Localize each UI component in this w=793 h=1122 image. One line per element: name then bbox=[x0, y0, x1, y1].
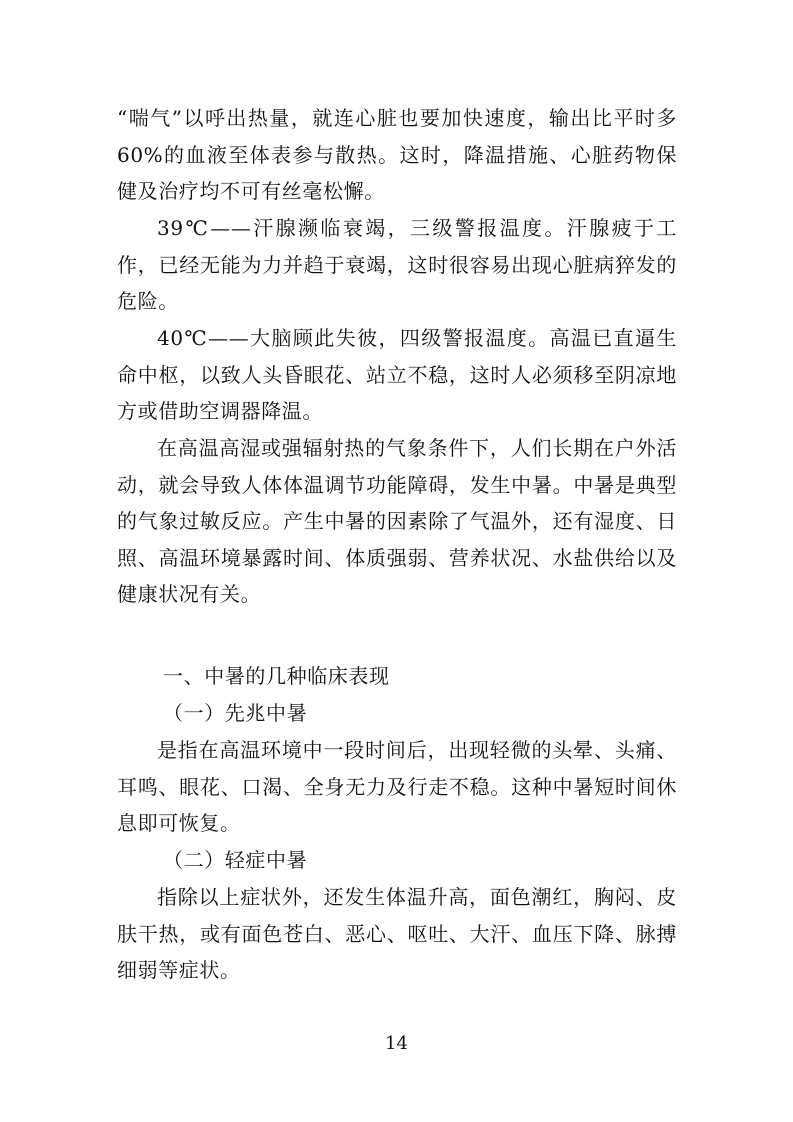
subsection-heading-2: （二）轻症中暑 bbox=[163, 848, 308, 872]
page-number: 14 bbox=[385, 1033, 408, 1054]
paragraph-40-degrees: 40℃——大脑顾此失彼，四级警报温度。高温已直逼生命中枢，以致人头昏眼花、站立不稳，这时人必须移至阴凉地方或借助空调器降温。 bbox=[117, 326, 677, 423]
paragraph-continuation: “喘气”以呼出热量，就连心脏也要加快速度，输出比平时多 60%的血液至体表参与散热。这时，降温措施、心脏药物保健及治疗均不可有丝毫松懈。 bbox=[117, 106, 677, 203]
paragraph-heatstroke-intro: 在高温高湿或强辐射热的气象条件下，人们长期在户外活动，就会导致人体体温调节功能障碍，发生中暑。中暑是典型的气象过敏反应。产生中暑的因素除了气温外，还有湿度、日照、高温环境暴露时间、体质强弱、营养状况、水盐供给以及健康状况有关。 bbox=[117, 436, 677, 606]
paragraph-39-degrees: 39℃——汗腺濒临衰竭，三级警报温度。汗腺疲于工作，已经无能为力并趋于衰竭，这时很容易出现心脏病猝发的危险。 bbox=[117, 216, 677, 313]
paragraph-subsection-2: 指除以上症状外，还发生体温升高，面色潮红，胸闷、皮肤干热，或有面色苍白、恶心、呕吐、大汗、血压下降、脉搏细弱等症状。 bbox=[117, 885, 677, 982]
section-heading: 一、中暑的几种临床表现 bbox=[163, 664, 390, 688]
subsection-heading-1: （一）先兆中暑 bbox=[163, 701, 308, 725]
paragraph-subsection-1: 是指在高温环境中一段时间后，出现轻微的头晕、头痛、耳鸣、眼花、口渴、全身无力及行走不稳。这种中暑短时间休息即可恢复。 bbox=[117, 738, 677, 835]
